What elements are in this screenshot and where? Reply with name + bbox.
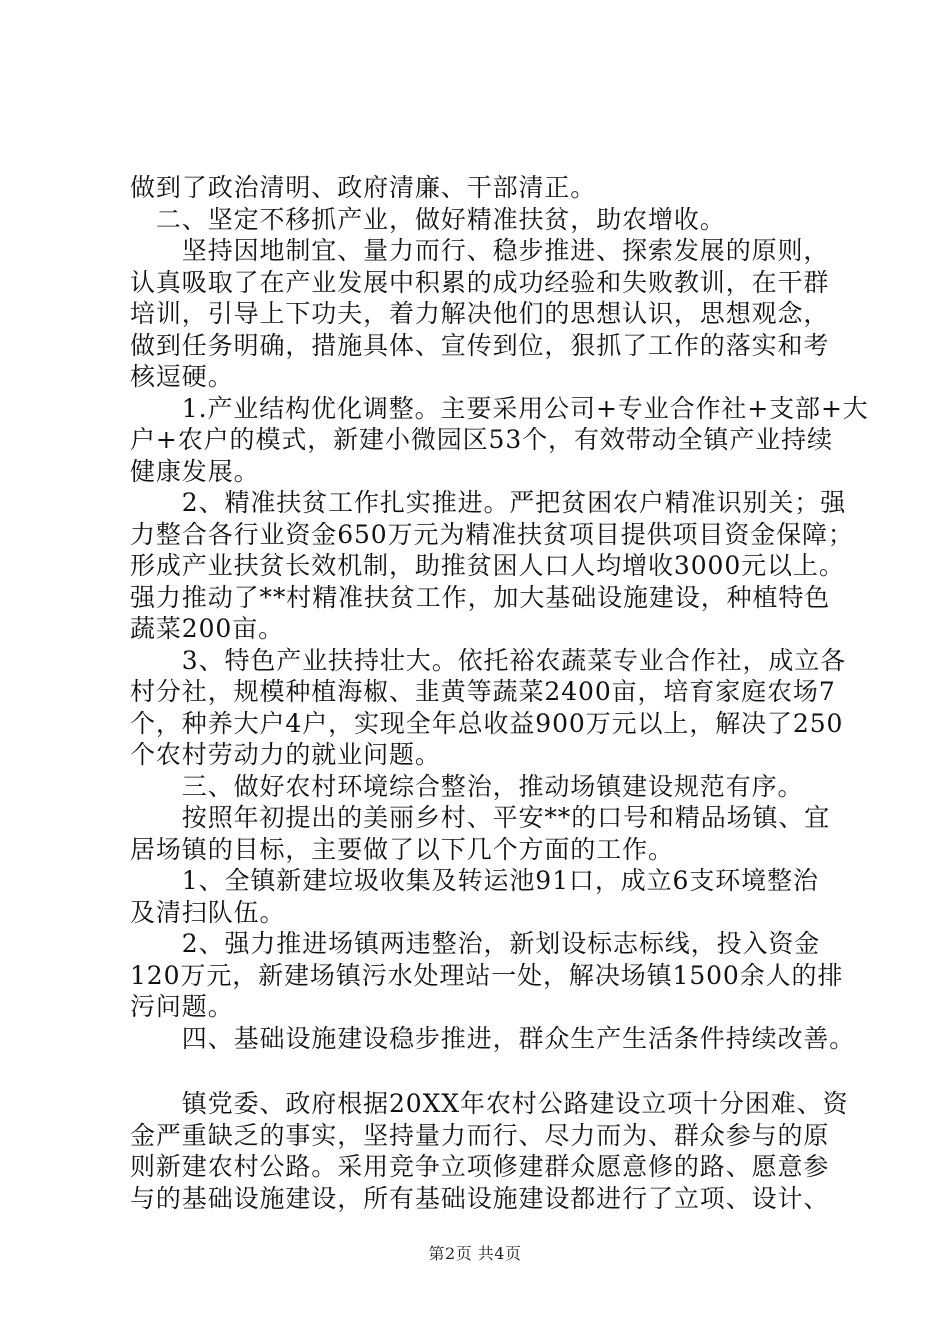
- page-number-footer: 第2页 共4页: [428, 1244, 522, 1263]
- text-line: 120万元，新建场镇污水处理站一处，解决场镇1500余人的排: [130, 960, 844, 990]
- text-line: 污问题。: [130, 992, 234, 1021]
- text-line: 做到任务明确，措施具体、宣传到位，狠抓了工作的落实和考: [130, 330, 830, 360]
- document-body: [130, 172, 869, 1214]
- text-line: 户+农户的模式，新建小微园区53个，有效带动全镇产业持续: [130, 425, 833, 454]
- paragraph-gap: [130, 1054, 830, 1088]
- text-line: 1.产业结构优化调整。主要采用公司+专业合作社+支部+大: [130, 393, 869, 423]
- text-line: 形成产业扶贫长效机制，助推贫困人口人均增收3000元以上。: [130, 551, 845, 580]
- text-line: 则新建农村公路。采用竞争立项修建群众愿意修的路、愿意参: [130, 1152, 830, 1181]
- text-line: 三、做好农村环境综合整治，推动场镇建设规范有序。: [130, 771, 804, 801]
- text-line: 3、特色产业扶持壮大。依托裕农蔬菜专业合作社，成立各: [130, 645, 847, 675]
- text-line: 四、基础设施建设稳步推进，群众生产生活条件持续改善。: [130, 1023, 856, 1053]
- text-line: 按照年初提出的美丽乡村、平安**的口号和精品场镇、宜: [130, 803, 831, 832]
- text-line: 力整合各行业资金650万元为精准扶贫项目提供项目资金保障；: [130, 519, 854, 549]
- text-line: 个，种养大户4户，实现全年总收益900万元以上，解决了250: [130, 708, 844, 738]
- text-line: 金严重缺乏的事实，坚持量力而行、尽力而为、群众参与的原: [130, 1120, 830, 1150]
- text-line: 2、强力推进场镇两违整治，新划设标志标线，投入资金: [130, 929, 821, 958]
- text-line: 居场镇的目标，主要做了以下几个方面的工作。: [130, 834, 674, 864]
- paragraph-block-2: [130, 1088, 849, 1214]
- text-line: 个农村劳动力的就业问题。: [130, 740, 441, 769]
- text-line: 认真吸取了在产业发展中积累的成功经验和失败教训，在干群: [130, 267, 830, 297]
- text-line: 及清扫队伍。: [130, 897, 286, 927]
- paragraph-block-1: [130, 172, 869, 1054]
- text-line: 2、精准扶贫工作扎实推进。严把贫困农户精准识别关；强: [130, 488, 847, 517]
- text-line: 坚持因地制宜、量力而行、稳步推进、探索发展的原则，: [130, 236, 830, 265]
- text-line: 二、坚定不移抓产业，做好精准扶贫，助农增收。: [130, 204, 726, 234]
- text-line: 健康发展。: [130, 456, 260, 486]
- text-line: 核逗硬。: [130, 362, 234, 391]
- text-line: 1、全镇新建垃圾收集及转运池91口，成立6支环境整治: [130, 866, 819, 895]
- text-line: 村分社，规模种植海椒、韭黄等蔬菜2400亩，培育家庭农场7: [130, 677, 836, 706]
- text-line: 强力推动了**村精准扶贫工作，加大基础设施建设，种植特色: [130, 582, 831, 612]
- text-line: 蔬菜200亩。: [130, 614, 285, 643]
- text-line: 培训，引导上下功夫，着力解决他们的思想认识，思想观念，: [130, 299, 830, 328]
- text-line: 镇党委、政府根据20XX年农村公路建设立项十分困难、资: [130, 1089, 849, 1118]
- text-line: 做到了政治清明、政府清廉、干部清正。: [130, 173, 597, 202]
- text-line: 与的基础设施建设，所有基础设施建设都进行了立项、设计、: [130, 1183, 830, 1213]
